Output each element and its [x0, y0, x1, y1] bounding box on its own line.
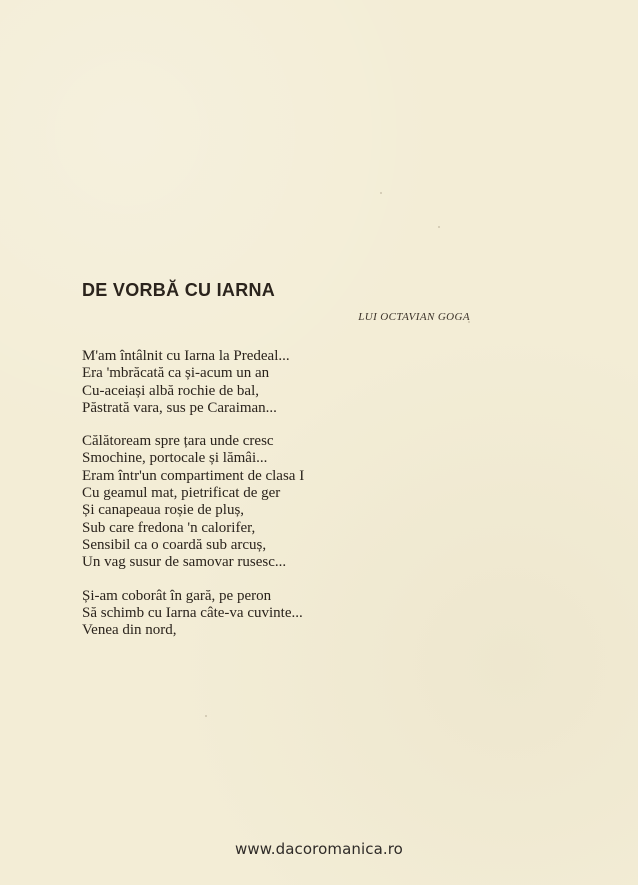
- stanza-3: [82, 588, 442, 640]
- poem-body: [82, 348, 442, 655]
- dedication: LUI OCTAVIAN GOGA: [358, 311, 470, 323]
- poem-title: DE VORBĂ CU IARNA: [82, 280, 276, 300]
- poem-line: Sensibil ca o coardă sub arcuș,: [82, 536, 267, 553]
- poem-line: Cu-aceiași albă rochie de bal,: [82, 382, 259, 399]
- poem-line: Și-am coborât în gară, pe peron: [82, 587, 272, 604]
- poem-line: Smochine, portocale și lămâi...: [82, 450, 268, 467]
- poem-line: Un vag susur de samovar rusesc...: [82, 554, 287, 571]
- poem-line: Era 'mbrăcată ca și-acum un an: [82, 365, 270, 382]
- poem-line: Păstrată vara, sus pe Caraiman...: [82, 399, 277, 416]
- footer-url: www.dacoromanica.ro: [235, 840, 403, 858]
- paper-speck: [205, 715, 207, 717]
- poem-line: Venea din nord,: [82, 622, 177, 639]
- poem-line: Să schimb cu Iarna câte-va cuvinte...: [82, 604, 303, 621]
- stanza-1: [82, 348, 442, 417]
- poem-line: M'am întâlnit cu Iarna la Predeal...: [82, 348, 290, 364]
- poem-line: Călătoream spre țara unde cresc: [82, 433, 274, 450]
- paper-speck: [438, 226, 440, 228]
- poem-line: Eram într'un compartiment de clasa I: [82, 467, 305, 484]
- poem-line: Și canapeaua roșie de pluș,: [82, 502, 245, 519]
- stanza-2: [82, 433, 442, 571]
- poem-line: Sub care fredona 'n calorifer,: [82, 519, 256, 536]
- poem-line: Cu geamul mat, pietrificat de ger: [82, 485, 281, 502]
- paper-speck: [380, 192, 382, 194]
